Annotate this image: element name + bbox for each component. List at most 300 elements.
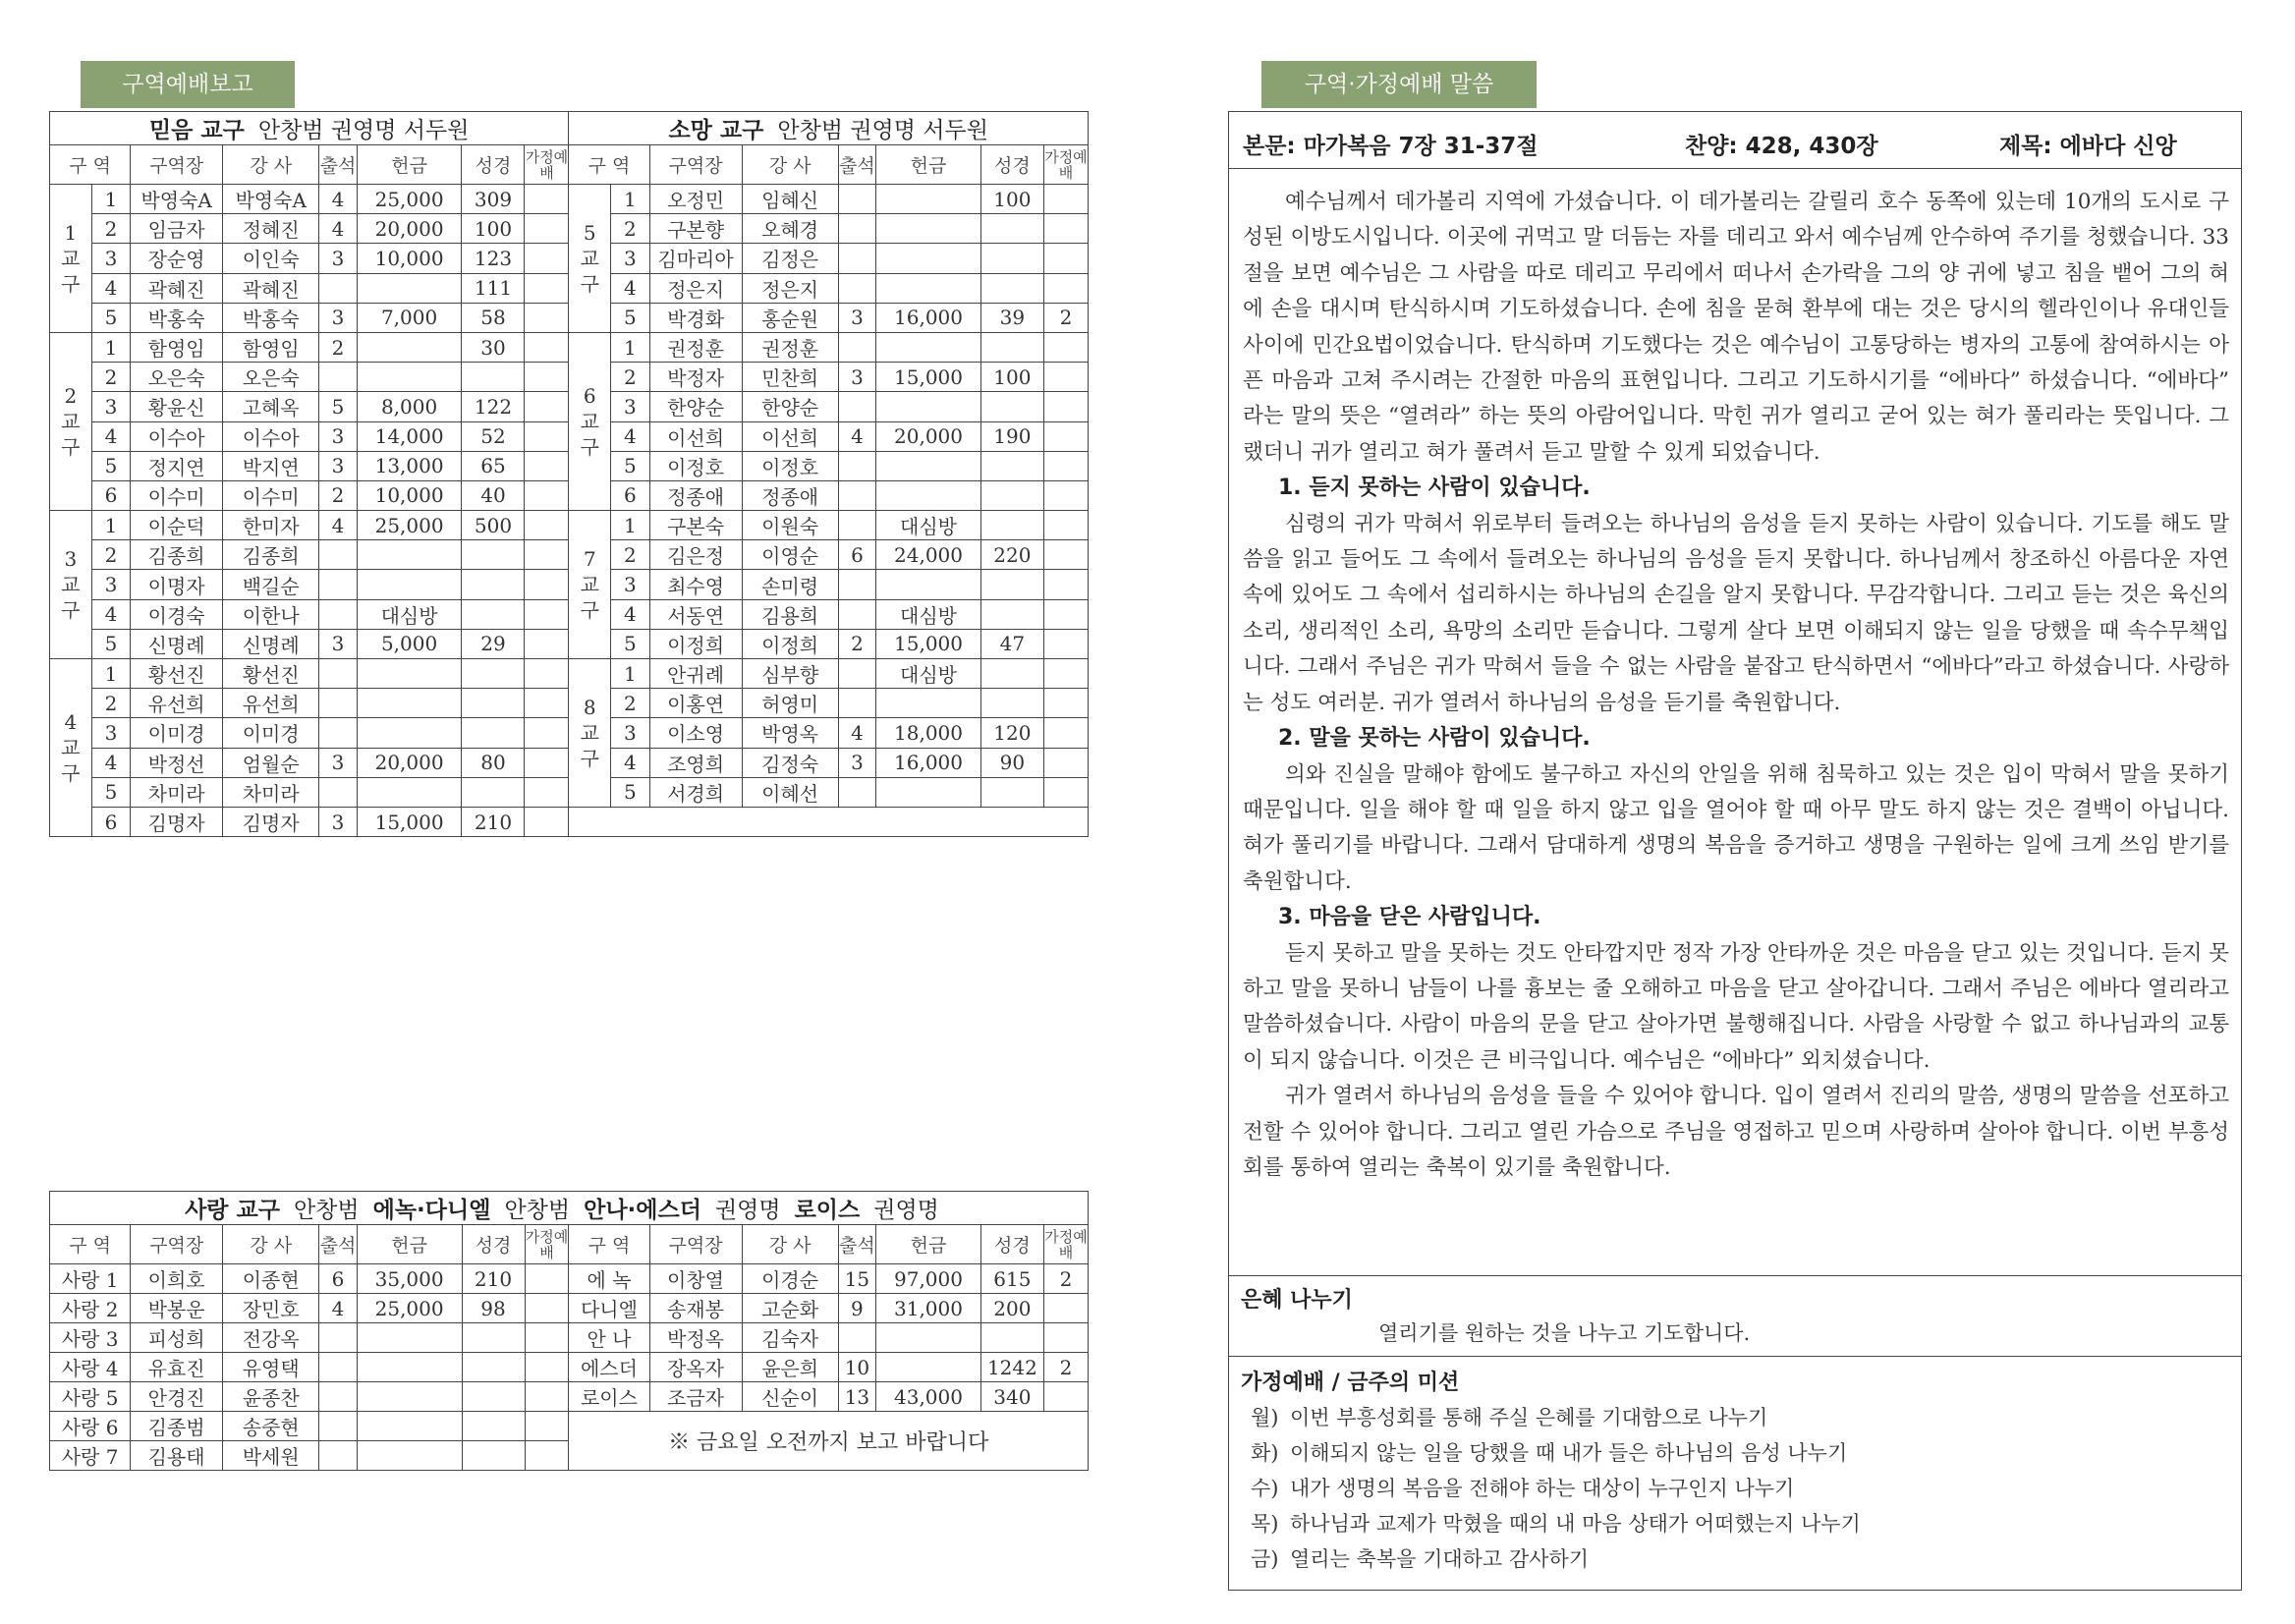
cell-teacher: 이인숙 <box>223 244 319 273</box>
point-3-title: 3. 마음을 닫은 사람입니다. <box>1278 905 1541 930</box>
header-cell: 성경 <box>462 145 525 185</box>
district-label: 3 교 구 <box>50 511 92 659</box>
cell-no: 5 <box>91 451 130 480</box>
cell-family <box>525 777 569 807</box>
cell-bible: 122 <box>462 392 525 421</box>
cell-bible <box>462 363 525 392</box>
cell-attendance <box>319 1323 357 1353</box>
cell-family <box>1043 244 1088 273</box>
cell-attendance: 3 <box>319 629 357 658</box>
cell-teacher: 이수아 <box>223 421 319 451</box>
group-title-row <box>50 1192 1089 1225</box>
cell-teacher: 김용희 <box>742 599 838 629</box>
table-row <box>50 1382 1089 1412</box>
header-cell: 강 사 <box>223 145 319 185</box>
cell-no: 4 <box>91 748 130 777</box>
cell-no: 사랑 7 <box>50 1441 131 1471</box>
cell-family: 2 <box>1043 303 1088 332</box>
cell-attendance <box>838 273 875 303</box>
cell-no: 3 <box>91 718 130 748</box>
cell-offering: 15,000 <box>876 363 981 392</box>
cell-no: 3 <box>611 392 649 421</box>
header-cell: 구 역 <box>50 145 131 185</box>
cell-bible: 30 <box>462 332 525 362</box>
empty-cell <box>569 807 1089 836</box>
section-tag-report: 구역예배보고 <box>81 61 295 108</box>
table-row <box>50 332 1089 362</box>
cell-teacher: 이종현 <box>223 1264 319 1294</box>
mission-day: 월) <box>1251 1406 1279 1429</box>
group-title-love <box>50 1192 1089 1225</box>
cell-family <box>525 1294 569 1323</box>
cell-family <box>525 718 569 748</box>
cell-offering: 5,000 <box>357 629 462 658</box>
header-cell: 구역장 <box>649 145 742 185</box>
cell-attendance <box>319 363 357 392</box>
cell-offering: 43,000 <box>876 1382 981 1412</box>
cell-leader: 이창열 <box>649 1264 742 1294</box>
cell-bible <box>462 1412 525 1441</box>
love-district-table <box>49 1191 1089 1471</box>
cell-family: 2 <box>1043 1353 1088 1382</box>
cell-offering: 대심방 <box>876 511 981 540</box>
cell-teacher: 엄월순 <box>223 748 319 777</box>
cell-no: 2 <box>91 214 130 244</box>
header-cell: 출석 <box>319 1225 357 1264</box>
cell-attendance <box>319 1412 357 1441</box>
cell-teacher: 고혜옥 <box>223 392 319 421</box>
cell-attendance: 6 <box>319 1264 357 1294</box>
cell-leader: 이정희 <box>649 629 742 658</box>
cell-teacher: 김정은 <box>742 244 838 273</box>
cell-bible: 1242 <box>980 1353 1043 1382</box>
cell-no: 2 <box>91 689 130 718</box>
group-name: 소망 교구 <box>668 118 764 143</box>
cell-teacher: 윤종찬 <box>223 1382 319 1412</box>
cell-leader: 오은숙 <box>131 363 223 392</box>
group-name: 로이스 <box>794 1198 861 1223</box>
cell-teacher: 김숙자 <box>742 1323 838 1353</box>
cell-family <box>1043 511 1088 540</box>
header-cell: 구역장 <box>131 1225 223 1264</box>
cell-attendance: 4 <box>319 511 357 540</box>
district-label: 5 교 구 <box>569 185 611 333</box>
cell-no: 5 <box>611 303 649 332</box>
cell-no: 에스더 <box>569 1353 649 1382</box>
cell-offering <box>357 659 462 689</box>
cell-teacher: 정혜진 <box>223 214 319 244</box>
cell-teacher: 차미라 <box>223 777 319 807</box>
cell-attendance: 3 <box>319 303 357 332</box>
cell-attendance <box>838 599 875 629</box>
cell-no: 2 <box>611 214 649 244</box>
cell-family <box>525 1382 569 1412</box>
cell-leader: 함영임 <box>131 332 223 362</box>
cell-leader: 김용태 <box>131 1441 223 1471</box>
cell-attendance <box>319 777 357 807</box>
cell-bible: 210 <box>462 1264 525 1294</box>
cell-attendance <box>319 570 357 599</box>
cell-leader: 박영숙A <box>131 185 223 214</box>
header-cell: 구역장 <box>131 145 223 185</box>
table-row <box>50 1294 1089 1323</box>
cell-family <box>1043 392 1088 421</box>
cell-attendance: 2 <box>838 629 875 658</box>
cell-teacher: 전강옥 <box>223 1323 319 1353</box>
cell-bible: 120 <box>980 718 1043 748</box>
mission-text: 내가 생명의 복음을 전해야 하는 대상이 누구인지 나누기 <box>1290 1477 1795 1500</box>
cell-bible <box>462 777 525 807</box>
cell-leader: 이선희 <box>649 421 742 451</box>
header-cell: 헌금 <box>876 145 981 185</box>
cell-leader: 이미경 <box>131 718 223 748</box>
cell-teacher: 김정숙 <box>742 748 838 777</box>
cell-family <box>1043 570 1088 599</box>
cell-attendance <box>319 718 357 748</box>
cell-bible <box>462 1353 525 1382</box>
cell-no: 4 <box>611 599 649 629</box>
cell-attendance <box>319 273 357 303</box>
cell-no: 안 나 <box>569 1323 649 1353</box>
group-name: 안나·에스더 <box>584 1198 701 1223</box>
cell-attendance: 3 <box>838 363 875 392</box>
cell-attendance <box>319 1382 357 1412</box>
cell-attendance: 4 <box>838 718 875 748</box>
cell-bible <box>980 659 1043 689</box>
cell-attendance <box>838 214 875 244</box>
cell-no: 2 <box>611 363 649 392</box>
mission-list <box>1241 1400 2229 1577</box>
cell-teacher: 이영순 <box>742 540 838 570</box>
district-label: 4 교 구 <box>50 659 92 837</box>
cell-attendance <box>838 689 875 718</box>
cell-family <box>1043 1382 1088 1412</box>
cell-teacher: 손미령 <box>742 570 838 599</box>
cell-bible <box>980 273 1043 303</box>
cell-offering <box>876 777 981 807</box>
cell-leader: 이명자 <box>131 570 223 599</box>
cell-family <box>525 689 569 718</box>
weekly-mission-title: 가정예배 / 금주의 미션 <box>1241 1371 1460 1395</box>
cell-teacher: 유영택 <box>223 1353 319 1382</box>
cell-offering <box>876 332 981 362</box>
cell-teacher: 이선희 <box>742 421 838 451</box>
cell-family <box>525 303 569 332</box>
cell-teacher: 권정훈 <box>742 332 838 362</box>
cell-leader: 이순덕 <box>131 511 223 540</box>
cell-offering <box>357 1353 462 1382</box>
cell-family <box>1043 1294 1088 1323</box>
grace-sharing-section <box>1229 1276 2241 1357</box>
cell-leader: 김종희 <box>131 540 223 570</box>
cell-offering <box>357 1382 462 1412</box>
cell-attendance: 3 <box>319 451 357 480</box>
grace-sharing-title: 은혜 나누기 <box>1241 1288 1353 1313</box>
grace-sharing-text: 열리기를 원하는 것을 나누고 기도합니다. <box>1378 1321 1751 1345</box>
cell-bible <box>462 689 525 718</box>
cell-teacher: 황선진 <box>223 659 319 689</box>
cell-no: 5 <box>611 777 649 807</box>
report-note: ※ 금요일 오전까지 보고 바랍니다 <box>569 1412 1089 1471</box>
cell-bible: 52 <box>462 421 525 451</box>
cell-bible <box>462 1441 525 1471</box>
cell-family <box>525 659 569 689</box>
cell-leader: 정은지 <box>649 273 742 303</box>
cell-offering: 35,000 <box>357 1264 462 1294</box>
cell-teacher: 박지연 <box>223 451 319 480</box>
cell-family <box>525 273 569 303</box>
cell-attendance: 3 <box>319 421 357 451</box>
cell-offering: 대심방 <box>876 659 981 689</box>
cell-teacher: 오은숙 <box>223 363 319 392</box>
cell-family <box>525 421 569 451</box>
weekly-mission-section <box>1229 1357 2241 1590</box>
cell-teacher: 허영미 <box>742 689 838 718</box>
mission-text: 이번 부흥성회를 통해 주실 은혜를 기대함으로 나누기 <box>1290 1406 1768 1429</box>
cell-teacher: 정은지 <box>742 273 838 303</box>
cell-no: 1 <box>611 511 649 540</box>
cell-family <box>1043 185 1088 214</box>
cell-attendance: 5 <box>319 392 357 421</box>
cell-attendance <box>319 1441 357 1471</box>
cell-no: 에 녹 <box>569 1264 649 1294</box>
cell-teacher: 한미자 <box>223 511 319 540</box>
cell-attendance <box>838 511 875 540</box>
cell-leader: 오정민 <box>649 185 742 214</box>
cell-teacher: 곽혜진 <box>223 273 319 303</box>
cell-no: 4 <box>611 273 649 303</box>
cell-bible: 615 <box>980 1264 1043 1294</box>
cell-attendance: 6 <box>838 540 875 570</box>
table-row <box>50 185 1089 214</box>
cell-teacher: 신순이 <box>742 1382 838 1412</box>
cell-attendance: 3 <box>319 244 357 273</box>
cell-family: 2 <box>1043 1264 1088 1294</box>
mission-item <box>1241 1400 2229 1435</box>
cell-leader: 장옥자 <box>649 1353 742 1382</box>
cell-bible: 190 <box>980 421 1043 451</box>
cell-no: 3 <box>611 718 649 748</box>
point-3-text: 듣지 못하고 말을 못하는 것도 안타깝지만 정작 가장 안타까운 것은 마음을 닫고 있는 것입니다. 듣지 못하고 말을 못하니 남들이 나를 흉보는 줄 오해하고 마음을 닫고 살아갑니다. 그래서 주님은 에바다 열리라고 말씀하셨습니다. 사람이 마음의 문을 닫고 살아가면 불행해집니다. 사람을 사랑할 수 없고 하나님과의 교통이 되지 않습니다. 이것은 큰 비극입니다. 예수님은 “에바다” 외치셨습니다. <box>1243 940 2229 1073</box>
cell-offering: 대심방 <box>357 599 462 629</box>
cell-family <box>525 332 569 362</box>
cell-offering <box>357 689 462 718</box>
header-cell: 성경 <box>980 1225 1043 1264</box>
cell-leader: 조금자 <box>649 1382 742 1412</box>
cell-bible <box>462 540 525 570</box>
cell-teacher: 박세원 <box>223 1441 319 1471</box>
cell-no: 5 <box>91 777 130 807</box>
cell-offering <box>357 1323 462 1353</box>
district-label: 1 교 구 <box>50 185 92 333</box>
cell-no: 5 <box>91 303 130 332</box>
cell-attendance <box>838 185 875 214</box>
cell-attendance <box>838 659 875 689</box>
cell-attendance <box>838 777 875 807</box>
cell-leader: 정지연 <box>131 451 223 480</box>
cell-no: 다니엘 <box>569 1294 649 1323</box>
cell-offering: 15,000 <box>357 807 462 836</box>
cell-leader: 임금자 <box>131 214 223 244</box>
mission-day: 화) <box>1251 1441 1279 1465</box>
cell-attendance <box>838 392 875 421</box>
cell-offering <box>876 273 981 303</box>
cell-attendance: 2 <box>319 480 357 510</box>
cell-offering <box>876 570 981 599</box>
cell-family <box>1043 451 1088 480</box>
cell-offering <box>357 570 462 599</box>
cell-bible <box>980 511 1043 540</box>
cell-leader: 피성희 <box>131 1323 223 1353</box>
cell-offering: 25,000 <box>357 185 462 214</box>
cell-bible: 40 <box>462 480 525 510</box>
cell-family <box>525 363 569 392</box>
cell-no: 1 <box>91 332 130 362</box>
header-row <box>50 145 1089 185</box>
cell-no: 3 <box>611 244 649 273</box>
cell-no: 2 <box>611 689 649 718</box>
cell-family <box>525 451 569 480</box>
sermon-body <box>1229 169 2241 1276</box>
cell-no: 사랑 3 <box>50 1323 131 1353</box>
header-cell: 구 역 <box>569 145 649 185</box>
cell-teacher: 함영임 <box>223 332 319 362</box>
cell-no: 6 <box>91 807 130 836</box>
cell-bible: 90 <box>980 748 1043 777</box>
cell-leader: 송재봉 <box>649 1294 742 1323</box>
cell-teacher: 이경순 <box>742 1264 838 1294</box>
cell-family <box>1043 540 1088 570</box>
cell-leader: 한양순 <box>649 392 742 421</box>
cell-teacher: 이혜선 <box>742 777 838 807</box>
cell-attendance <box>319 1353 357 1382</box>
cell-leader: 최수영 <box>649 570 742 599</box>
group-staff: 권영명 <box>873 1198 939 1223</box>
cell-no: 4 <box>91 421 130 451</box>
cell-no: 사랑 6 <box>50 1412 131 1441</box>
cell-leader: 박정선 <box>131 748 223 777</box>
cell-no: 1 <box>611 332 649 362</box>
cell-offering <box>876 214 981 244</box>
cell-teacher: 고순화 <box>742 1294 838 1323</box>
cell-no: 1 <box>611 659 649 689</box>
cell-leader: 이소영 <box>649 718 742 748</box>
cell-family <box>525 748 569 777</box>
cell-offering <box>876 480 981 510</box>
cell-bible: 111 <box>462 273 525 303</box>
district-report-table <box>49 111 1089 837</box>
cell-leader: 조영희 <box>649 748 742 777</box>
cell-attendance: 13 <box>838 1382 875 1412</box>
district-label: 8 교 구 <box>569 659 611 808</box>
cell-offering: 대심방 <box>876 599 981 629</box>
cell-teacher: 심부향 <box>742 659 838 689</box>
cell-teacher: 민찬희 <box>742 363 838 392</box>
scripture-reference: 본문: 마가복음 7장 31-37절 <box>1243 134 1539 159</box>
cell-leader: 이희호 <box>131 1264 223 1294</box>
header-cell: 가정예배 <box>1043 145 1088 185</box>
cell-offering <box>357 540 462 570</box>
cell-teacher: 유선희 <box>223 689 319 718</box>
cell-attendance <box>838 570 875 599</box>
mission-text: 이해되지 않는 일을 당했을 때 내가 들은 하나님의 음성 나누기 <box>1290 1441 1848 1465</box>
cell-family <box>525 1353 569 1382</box>
cell-attendance: 3 <box>838 748 875 777</box>
cell-teacher: 홍순원 <box>742 303 838 332</box>
section-tag-sermon: 구역·가정예배 말씀 <box>1261 61 1537 108</box>
cell-family <box>1043 363 1088 392</box>
cell-leader: 박봉운 <box>131 1294 223 1323</box>
cell-family <box>1043 273 1088 303</box>
cell-attendance <box>838 480 875 510</box>
table-row <box>50 511 1089 540</box>
cell-leader: 박경화 <box>649 303 742 332</box>
cell-attendance <box>319 659 357 689</box>
cell-leader: 구본향 <box>649 214 742 244</box>
table-row <box>50 1323 1089 1353</box>
cell-offering <box>357 1412 462 1441</box>
header-cell: 강 사 <box>223 1225 319 1264</box>
cell-attendance: 4 <box>319 1294 357 1323</box>
cell-teacher: 이수미 <box>223 480 319 510</box>
cell-offering <box>876 689 981 718</box>
point-2-title: 2. 말을 못하는 사람이 있습니다. <box>1278 726 1591 752</box>
cell-leader: 정종애 <box>649 480 742 510</box>
cell-bible: 123 <box>462 244 525 273</box>
cell-no: 1 <box>91 185 130 214</box>
cell-attendance <box>838 332 875 362</box>
cell-no: 로이스 <box>569 1382 649 1412</box>
cell-attendance: 4 <box>838 421 875 451</box>
cell-no: 3 <box>91 392 130 421</box>
cell-teacher: 이정희 <box>742 629 838 658</box>
cell-bible: 100 <box>462 214 525 244</box>
cell-teacher: 한양순 <box>742 392 838 421</box>
cell-offering: 16,000 <box>876 748 981 777</box>
cell-offering <box>357 777 462 807</box>
cell-no: 1 <box>91 511 130 540</box>
cell-family <box>1043 689 1088 718</box>
cell-no: 4 <box>611 748 649 777</box>
cell-offering <box>357 332 462 362</box>
cell-no: 사랑 2 <box>50 1294 131 1323</box>
cell-bible: 98 <box>462 1294 525 1323</box>
header-cell: 헌금 <box>357 145 462 185</box>
cell-leader: 김마리아 <box>649 244 742 273</box>
cell-offering <box>876 392 981 421</box>
header-cell: 가정예배 <box>525 145 569 185</box>
header-cell: 구 역 <box>569 1225 649 1264</box>
cell-offering: 97,000 <box>876 1264 981 1294</box>
group-staff: 안창범 <box>504 1198 571 1223</box>
mission-item <box>1241 1541 2229 1577</box>
table-row <box>50 1264 1089 1294</box>
district-label: 2 교 구 <box>50 332 92 510</box>
cell-offering: 25,000 <box>357 511 462 540</box>
cell-leader: 김종범 <box>131 1412 223 1441</box>
cell-family <box>525 480 569 510</box>
cell-bible: 39 <box>980 303 1043 332</box>
cell-family <box>1043 777 1088 807</box>
cell-leader: 유효진 <box>131 1353 223 1382</box>
table-row <box>50 659 1089 689</box>
cell-bible: 58 <box>462 303 525 332</box>
cell-offering: 20,000 <box>357 748 462 777</box>
cell-leader: 유선희 <box>131 689 223 718</box>
cell-leader: 구본숙 <box>649 511 742 540</box>
cell-offering: 13,000 <box>357 451 462 480</box>
cell-no: 5 <box>611 629 649 658</box>
